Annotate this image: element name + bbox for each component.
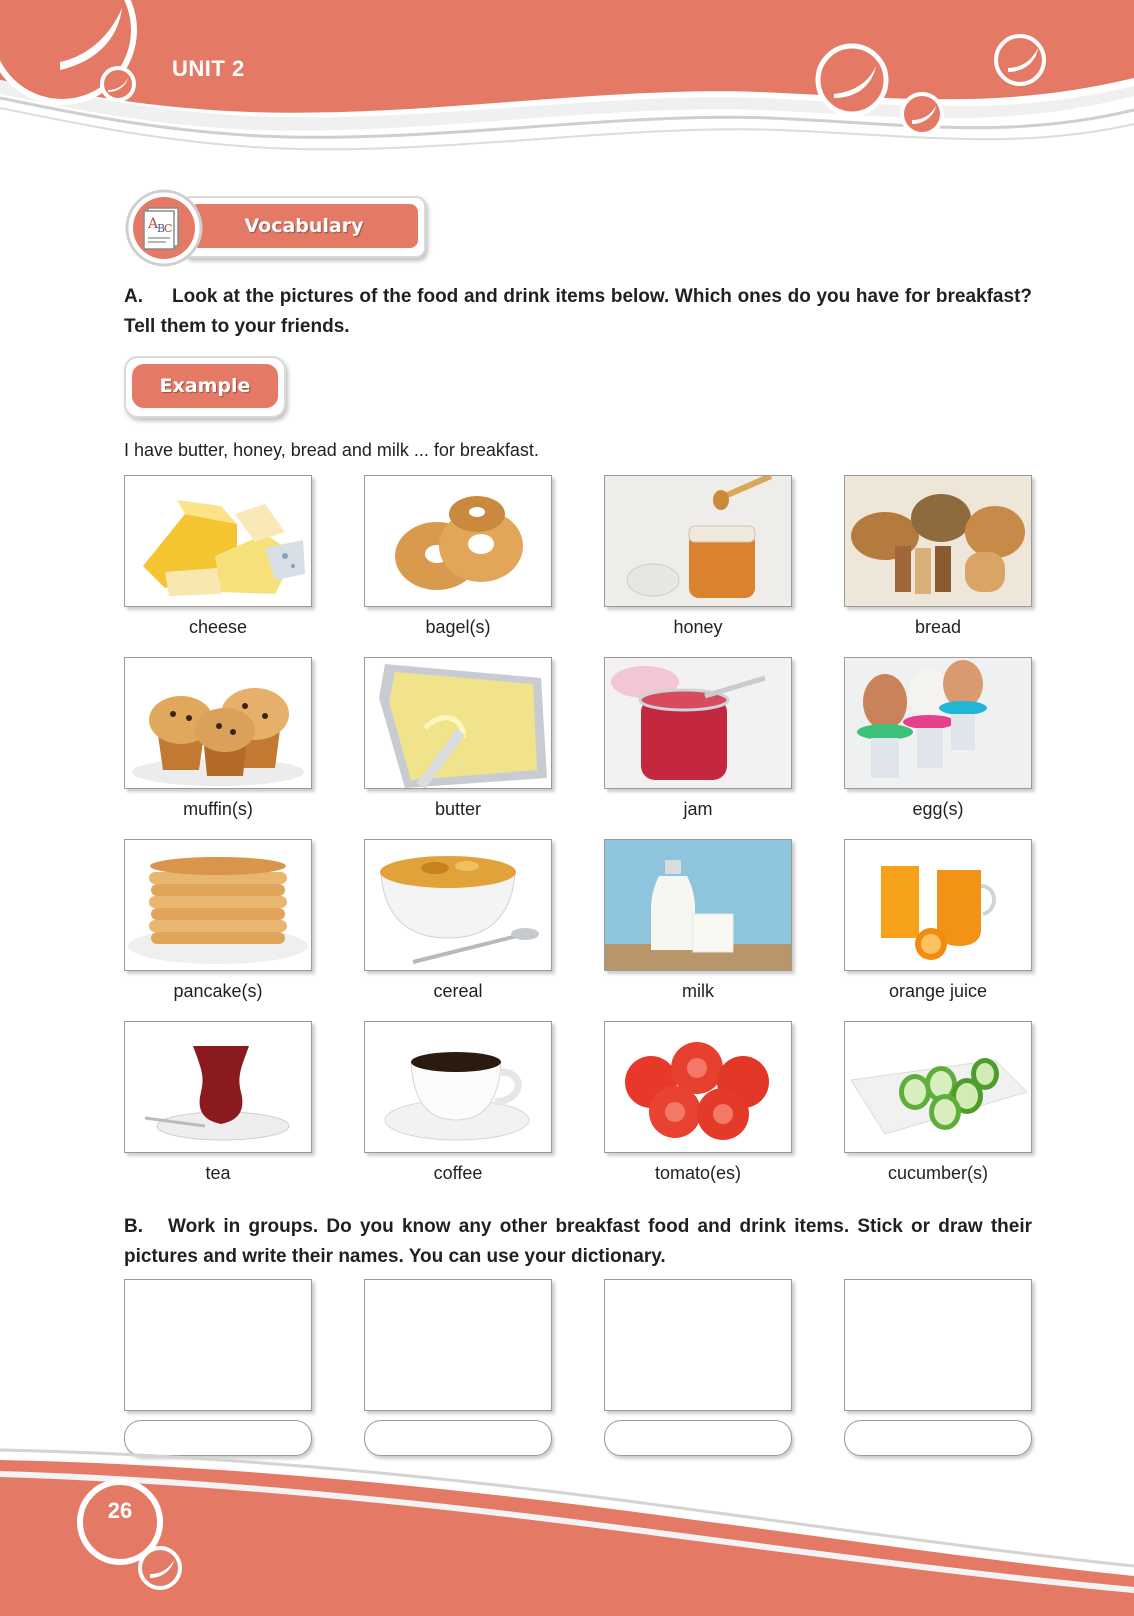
food-card-coffee xyxy=(364,1021,552,1153)
tea-icon xyxy=(125,1022,311,1152)
picture-box[interactable] xyxy=(124,1279,312,1411)
food-label: pancake(s) xyxy=(173,981,263,1001)
butter-icon xyxy=(365,658,551,788)
abc-book-icon xyxy=(124,188,204,268)
picture-box[interactable] xyxy=(364,1279,552,1411)
food-card-orange-juice xyxy=(844,839,1032,971)
food-card-cereal xyxy=(364,839,552,971)
food-label: muffin(s) xyxy=(183,799,253,819)
svg-text:B: B xyxy=(157,222,166,235)
vocabulary-title: Vocabulary xyxy=(190,204,418,248)
food-label: honey xyxy=(673,617,723,637)
food-label: cucumber(s) xyxy=(887,1163,989,1183)
food-label: cereal xyxy=(433,981,483,1001)
food-card-bread xyxy=(844,475,1032,607)
food-label: cheese xyxy=(188,617,248,637)
cucumber-icon xyxy=(845,1022,1031,1152)
milk-icon xyxy=(605,840,791,970)
section-a-instruction xyxy=(124,282,1032,342)
food-label: egg(s) xyxy=(912,799,964,819)
cereal-icon xyxy=(365,840,551,970)
food-card-milk xyxy=(604,839,792,971)
food-card-honey xyxy=(604,475,792,607)
picture-box[interactable] xyxy=(604,1279,792,1411)
pancake-icon xyxy=(125,840,311,970)
section-a-text: Look at the pictures of the food and drink items below. Which ones do you have for breakfast? Tell them to your friends. xyxy=(124,286,1032,337)
example-heading xyxy=(124,356,286,418)
food-card-bagel xyxy=(364,475,552,607)
coffee-icon xyxy=(365,1022,551,1152)
food-label: tomato(es) xyxy=(654,1163,742,1183)
food-card-butter xyxy=(364,657,552,789)
example-title: Example xyxy=(132,364,278,408)
bagel-icon xyxy=(365,476,551,606)
food-label: butter xyxy=(434,799,482,819)
food-card-jam xyxy=(604,657,792,789)
food-card-egg xyxy=(844,657,1032,789)
food-card-tea xyxy=(124,1021,312,1153)
example-sentence: I have butter, honey, bread and milk ... for breakfast. xyxy=(124,440,539,460)
orange-juice-icon xyxy=(845,840,1031,970)
food-card-tomato xyxy=(604,1021,792,1153)
picture-box[interactable] xyxy=(844,1279,1032,1411)
header-banner xyxy=(0,0,1134,170)
footer-banner xyxy=(0,1440,1134,1616)
food-label: orange juice xyxy=(888,981,988,1001)
food-card-muffin xyxy=(124,657,312,789)
tomato-icon xyxy=(605,1022,791,1152)
section-a-letter: A. xyxy=(124,286,143,307)
svg-text:A: A xyxy=(148,216,159,232)
svg-text:C: C xyxy=(164,222,173,235)
vocabulary-heading xyxy=(182,196,426,258)
food-card-cheese xyxy=(124,475,312,607)
food-label: jam xyxy=(683,799,713,819)
section-b-instruction xyxy=(124,1212,1032,1272)
egg-icon xyxy=(845,658,1031,788)
section-b-letter: B. xyxy=(124,1216,143,1237)
food-card-pancake xyxy=(124,839,312,971)
food-label: bread xyxy=(914,617,962,637)
food-label: bagel(s) xyxy=(425,617,491,637)
food-label: tea xyxy=(205,1163,231,1183)
food-label: coffee xyxy=(433,1163,483,1183)
section-b-text: Work in groups. Do you know any other breakfast food and drink items. Stick or draw their pictures and write their names. You can use your dictionary. xyxy=(124,1216,1032,1267)
jam-icon xyxy=(605,658,791,788)
cheese-icon xyxy=(125,476,311,606)
muffin-icon xyxy=(125,658,311,788)
food-label: milk xyxy=(682,981,714,1001)
bread-icon xyxy=(845,476,1031,606)
honey-icon xyxy=(605,476,791,606)
unit-label: UNIT 2 xyxy=(172,56,245,81)
page-number: 26 xyxy=(107,1498,133,1523)
food-card-cucumber xyxy=(844,1021,1032,1153)
